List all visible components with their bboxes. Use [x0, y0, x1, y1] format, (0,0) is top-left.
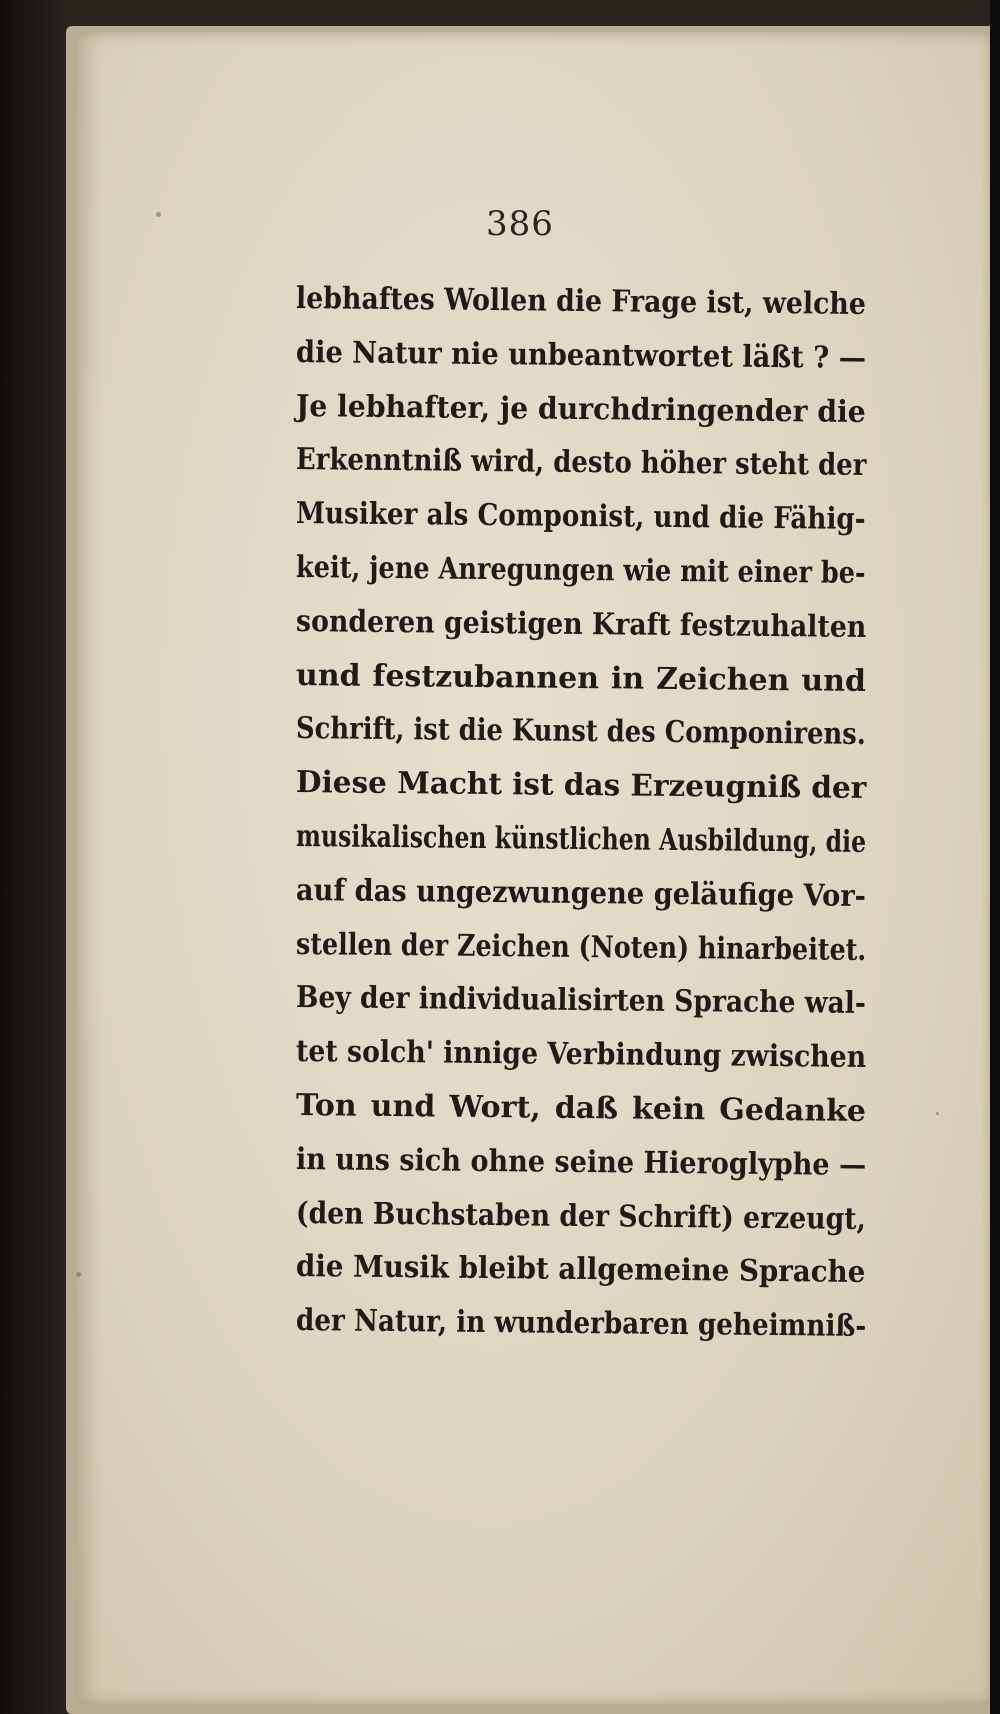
paper-speck [76, 1272, 81, 1277]
text-line: stellen der Zeichen (Noten) hinarbeitet. [295, 926, 867, 968]
text-line: die Natur nie unbeantwortet läßt ? — [295, 334, 867, 376]
text-line: (den Buchstaben der Schrift) erzeugt, [295, 1195, 867, 1237]
page-number: 386 [486, 204, 554, 244]
text-line: der Natur, in wunderbaren geheimniß- [295, 1303, 867, 1345]
text-line: Je lebhafter, je durchdringender die [295, 388, 866, 430]
text-line: die Musik bleibt allgemeine Sprache [295, 1249, 866, 1291]
text-line: und festzubannen in Zeichen und [295, 657, 867, 699]
text-line: lebhaftes Wollen die Frage ist, welche [295, 281, 867, 322]
text-line: in uns sich ohne seine Hieroglyphe — [295, 1141, 867, 1183]
text-line: auf das ungezwungene geläufige Vor- [295, 872, 867, 914]
paper-speck [936, 1112, 939, 1115]
text-line: Erkenntniß wird, desto höher steht der [295, 442, 867, 484]
text-line: sonderen geistigen Kraft festzuhalten [295, 603, 867, 645]
text-line: keit, jene Anregungen wie mit einer be- [295, 549, 866, 591]
text-line: Ton und Wort, daß kein Gedanke [295, 1087, 867, 1129]
scan-border [990, 0, 1000, 1714]
text-line: Diese Macht ist das Erzeugniß der [295, 765, 867, 807]
text-line: musikalischen künstlichen Ausbildung, die [295, 818, 867, 860]
text-line: tet solch' innige Verbindung zwischen [295, 1034, 867, 1076]
text-line: Musiker als Componist, und die Fähig- [295, 496, 866, 538]
text-line: Schrift, ist die Kunst des Componirens. [295, 711, 866, 753]
body-text [296, 272, 866, 1348]
text-line: Bey der individualisirten Sprache wal- [295, 980, 867, 1022]
